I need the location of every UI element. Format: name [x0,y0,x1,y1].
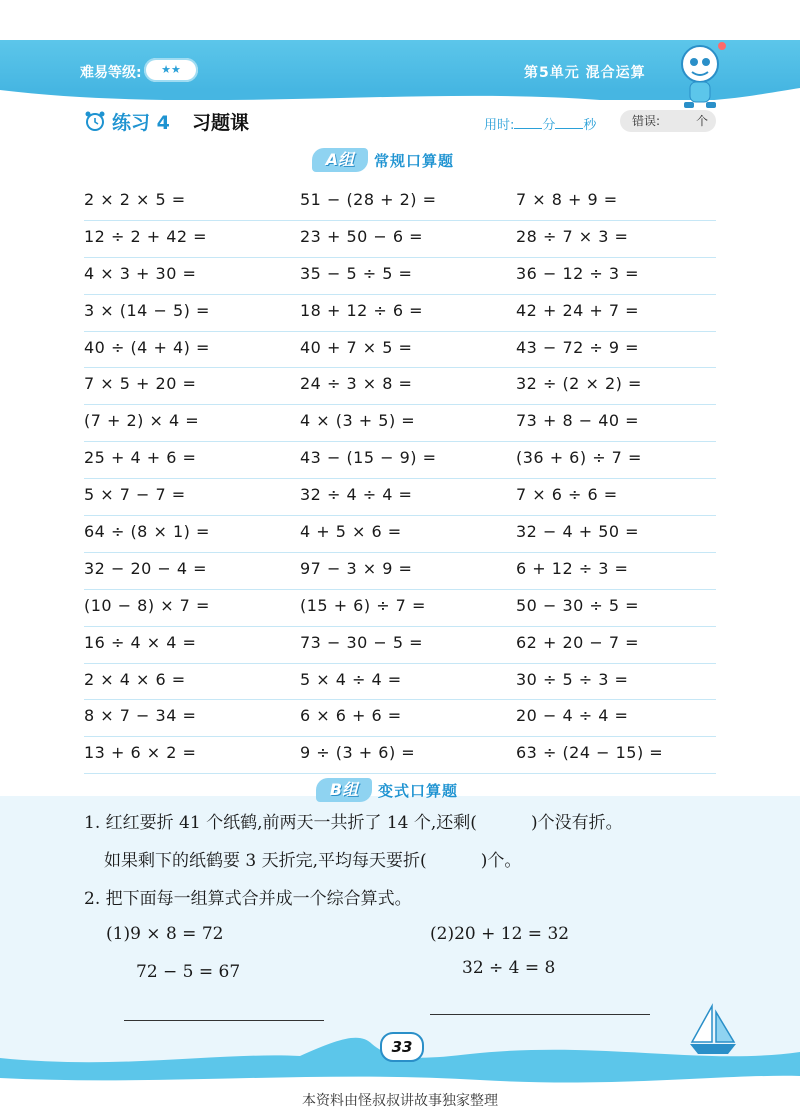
arithmetic-problem: 40 ÷ (4 + 4) = [84,337,210,357]
difficulty-label: 难易等级: [80,65,142,81]
arithmetic-problem: 32 − 4 + 50 = [516,522,640,542]
problem-row [84,737,716,774]
arithmetic-problem: 43 − 72 ÷ 9 = [516,337,640,357]
problem-row [84,368,716,405]
arithmetic-problem: 18 + 12 ÷ 6 = [300,300,424,320]
sailboat-icon [686,1002,740,1058]
arithmetic-problem: 7 × 8 + 9 = [516,190,618,209]
arithmetic-problem: 24 ÷ 3 × 8 = [300,374,413,394]
page-number: 33 [380,1032,424,1062]
unit-label: 第5单元 混合运算 [524,65,646,81]
answer-line-2[interactable] [430,1014,650,1015]
arithmetic-problem: (10 − 8) × 7 = [84,595,210,615]
arithmetic-problem: 28 ÷ 7 × 3 = [516,226,629,246]
arithmetic-problem: 36 − 12 ÷ 3 = [516,263,640,283]
arithmetic-problem: 97 − 3 × 9 = [300,558,413,578]
problem-row [84,516,716,553]
question-2-part-2-a: (2)20 + 12 = 32 [430,924,570,944]
arithmetic-problem: 64 ÷ (8 × 1) = [84,522,210,542]
section-b-title: 变式口算题 [378,782,459,800]
arithmetic-problem: 9 ÷ (3 + 6) = [300,743,416,763]
arithmetic-problem: (15 + 6) ÷ 7 = [300,595,426,615]
arithmetic-problem: (7 + 2) × 4 = [84,411,200,431]
answer-line-1[interactable] [124,1020,324,1021]
error-count-box [620,110,716,132]
arithmetic-problem: 32 − 20 − 4 = [84,558,208,578]
exercise-title: 练习 4 [112,112,170,134]
arithmetic-problem: 25 + 4 + 6 = [84,448,197,468]
arithmetic-problem: 4 + 5 × 6 = [300,522,402,542]
time-label: 用时: [484,118,515,133]
difficulty-stars: ★★ [144,58,198,82]
arithmetic-problem: 73 − 30 − 5 = [300,632,424,652]
section-a-badge: A组 [312,148,368,172]
arithmetic-problem: 4 × (3 + 5) = [300,411,416,431]
section-b-header [316,776,516,806]
footer-note: 本资料由怪叔叔讲故事独家整理 [302,1093,498,1109]
arithmetic-problem: 30 ÷ 5 ÷ 3 = [516,669,629,689]
alarm-clock-icon [84,110,106,132]
arithmetic-problem: 23 + 50 − 6 = [300,226,424,246]
problem-row [84,442,716,479]
arithmetic-problem: 6 + 12 ÷ 3 = [516,558,629,578]
question-2-part-1-b: 72 − 5 = 67 [136,962,241,982]
problem-grid [84,184,716,774]
section-a-header [312,146,512,176]
arithmetic-problem: 20 − 4 ÷ 4 = [516,706,629,726]
arithmetic-problem: 32 ÷ (2 × 2) = [516,374,642,394]
problem-row [84,664,716,701]
arithmetic-problem: 35 − 5 ÷ 5 = [300,263,413,283]
arithmetic-problem: (36 + 6) ÷ 7 = [516,448,642,468]
section-a-title: 常规口算题 [374,152,455,170]
arithmetic-problem: 43 − (15 − 9) = [300,448,437,468]
problem-row [84,553,716,590]
section-b-badge: B组 [316,778,372,802]
title-row [84,108,724,138]
arithmetic-problem: 73 + 8 − 40 = [516,411,640,431]
arithmetic-problem: 62 + 20 − 7 = [516,632,640,652]
question-1-line-2: 如果剩下的纸鹤要 3 天折完,平均每天要折( )个。 [104,851,522,871]
arithmetic-problem: 7 × 5 + 20 = [84,374,197,394]
arithmetic-problem: 5 × 7 − 7 = [84,485,186,505]
arithmetic-problem: 50 − 30 ÷ 5 = [516,595,640,615]
question-2-part-1-a: (1)9 × 8 = 72 [106,924,224,944]
arithmetic-problem: 2 × 4 × 6 = [84,669,186,689]
problem-row [84,405,716,442]
arithmetic-problem: 40 + 7 × 5 = [300,337,413,357]
problem-row [84,332,716,369]
arithmetic-problem: 4 × 3 + 30 = [84,263,197,283]
arithmetic-problem: 3 × (14 − 5) = [84,300,210,320]
problem-row [84,184,716,221]
arithmetic-problem: 51 − (28 + 2) = [300,190,437,209]
minutes-blank[interactable] [514,116,542,129]
seconds-blank[interactable] [555,116,583,129]
time-used-field [484,114,596,133]
question-2: 2. 把下面每一组算式合并成一个综合算式。 [84,889,412,909]
problem-row [84,627,716,664]
arithmetic-problem: 7 × 6 ÷ 6 = [516,485,618,505]
arithmetic-problem: 42 + 24 + 7 = [516,300,640,320]
problem-row [84,479,716,516]
problem-row [84,590,716,627]
question-2-part-2-b: 32 ÷ 4 = 8 [462,958,556,978]
arithmetic-problem: 2 × 2 × 5 = [84,190,186,209]
question-1-line-1: 1. 红红要折 41 个纸鹤,前两天一共折了 14 个,还剩( )个没有折。 [84,813,623,833]
arithmetic-problem: 5 × 4 ÷ 4 = [300,669,402,689]
problem-row [84,221,716,258]
error-label: 错误: [632,114,661,128]
arithmetic-problem: 12 ÷ 2 + 42 = [84,226,208,246]
error-unit: 个 [696,114,709,128]
arithmetic-problem: 32 ÷ 4 ÷ 4 = [300,485,413,505]
minutes-label: 分 [542,118,556,133]
problem-row [84,700,716,737]
arithmetic-problem: 63 ÷ (24 − 15) = [516,743,664,763]
problem-row [84,258,716,295]
arithmetic-problem: 8 × 7 − 34 = [84,706,197,726]
lesson-title: 习题课 [192,112,250,134]
arithmetic-problem: 13 + 6 × 2 = [84,743,197,763]
seconds-label: 秒 [583,118,597,133]
arithmetic-problem: 16 ÷ 4 × 4 = [84,632,197,652]
arithmetic-problem: 6 × 6 + 6 = [300,706,402,726]
mascot-icon [672,40,728,112]
problem-row [84,295,716,332]
